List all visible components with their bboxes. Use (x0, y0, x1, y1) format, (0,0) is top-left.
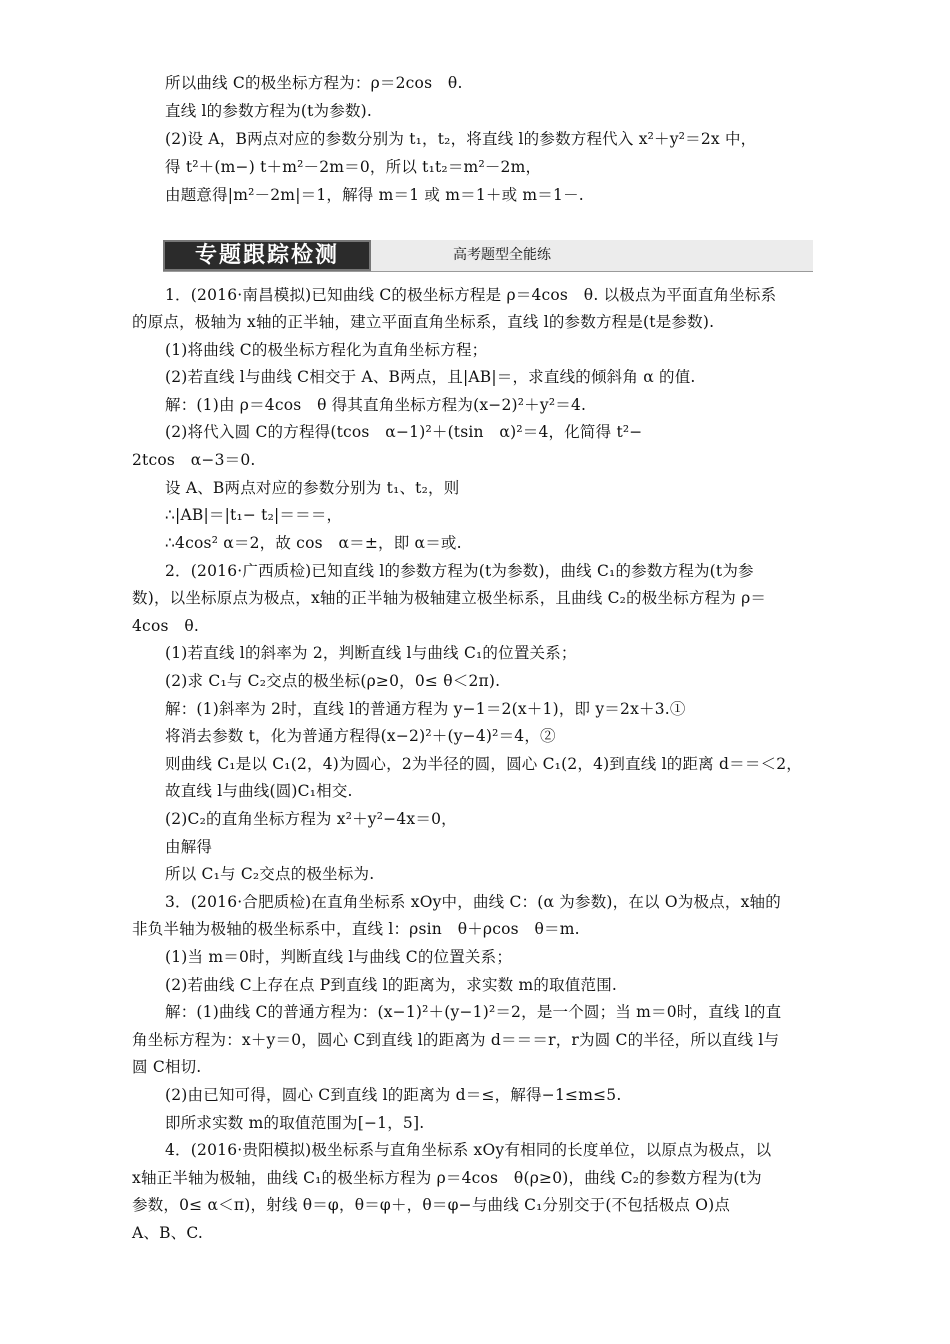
text-line: x轴正半轴为极轴，曲线 C₁的极坐标方程为 ρ＝4cos θ(ρ≥0)，曲线 C₂的参数方程为(t为 (132, 1169, 762, 1187)
section-header (163, 240, 813, 272)
section-subtitle: 高考题型全能练 (453, 247, 551, 263)
text-line: 数)，以坐标原点为极点，x轴的正半轴为极轴建立极坐标系，且曲线 C₂的极坐标方程为 ρ＝ (132, 589, 767, 607)
text-line: 将消去参数 t，化为普通方程得(x−2)²＋(y−4)²＝4，② (165, 727, 556, 745)
text-line: 参数，0≤ α＜π)，射线 θ＝φ，θ＝φ＋，θ＝φ−与曲线 C₁分别交于(不包括极点 O)点 (132, 1196, 731, 1214)
text-line: 2tcos α−3＝0. (132, 451, 256, 469)
text-line: 2．(2016·广西质检)已知直线 l的参数方程为(t为参数)，曲线 C₁的参数方程为(t为参 (165, 562, 754, 580)
text-line: (2)C₂的直角坐标方程为 x²＋y²−4x＝0， (165, 810, 457, 828)
text-line: 的原点，极轴为 x轴的正半轴，建立平面直角坐标系，直线 l的参数方程是(t是参数). (132, 313, 715, 331)
text-line: (2)设 A，B两点对应的参数分别为 t₁，t₂，将直线 l的参数方程代入 x²＋y²＝2x 中， (165, 130, 757, 148)
text-line: A、B、C. (132, 1224, 204, 1242)
text-line: 得 t²＋(m−) t＋m²－2m＝0，所以 t₁t₂＝m²－2m， (165, 158, 542, 176)
text-line: ∴|AB|＝|t₁− t₂|＝＝＝， (165, 506, 343, 524)
text-line: 则曲线 C₁是以 C₁(2，4)为圆心，2为半径的圆，圆心 C₁(2，4)到直线 l的距离 d＝＝＜2， (165, 755, 802, 773)
text-line: (1)将曲线 C的极坐标方程化为直角坐标方程； (165, 341, 488, 359)
text-line: 解：(1)斜率为 2时，直线 l的普通方程为 y−1＝2(x＋1)，即 y＝2x＋3.① (165, 700, 686, 718)
text-line: 1．(2016·南昌模拟)已知曲线 C的极坐标方程是 ρ＝4cos θ. 以极点为平面直角坐标系 (165, 286, 777, 304)
text-line: 解：(1)曲线 C的普通方程为：(x−1)²＋(y−1)²＝2，是一个圆；当 m＝0时，直线 l的直 (165, 1003, 782, 1021)
text-line: 角坐标方程为：x＋y＝0，圆心 C到直线 l的距离为 d＝＝＝r，r为圆 C的半径，所以直线 l与 (132, 1031, 780, 1049)
text-line: (2)由已知可得，圆心 C到直线 l的距离为 d＝≤，解得−1≤m≤5. (165, 1086, 622, 1104)
text-line: 设 A、B两点对应的参数分别为 t₁、t₂，则 (165, 479, 460, 497)
text-line: 由题意得|m²－2m|＝1，解得 m＝1 或 m＝1＋或 m＝1－. (165, 186, 584, 204)
text-line: 3．(2016·合肥质检)在直角坐标系 xOy中，曲线 C：(α 为参数)，在以 O为极点，x轴的 (165, 893, 781, 911)
text-line: 非负半轴为极轴的极坐标系中，直线 l：ρsin θ＋ρcos θ＝m. (132, 920, 580, 938)
text-line: 圆 C相切. (132, 1058, 202, 1076)
text-line: 故直线 l与曲线(圆)C₁相交. (165, 782, 353, 800)
text-line: (2)将代入圆 C的方程得(tcos α−1)²＋(tsin α)²＝4，化简得 t²− (165, 423, 643, 441)
text-line: (1)当 m＝0时，判断直线 l与曲线 C的位置关系； (165, 948, 513, 966)
text-line: 4．(2016·贵阳模拟)极坐标系与直角坐标系 xOy有相同的长度单位，以原点为极点，以 (165, 1141, 772, 1159)
text-line: (2)若直线 l与曲线 C相交于 A、B两点，且|AB|＝，求直线的倾斜角 α 的值. (165, 368, 696, 386)
text-line: 解：(1)由 ρ＝4cos θ 得其直角坐标方程为(x−2)²＋y²＝4. (165, 396, 587, 414)
text-line: 所以曲线 C的极坐标方程为：ρ＝2cos θ. (165, 74, 463, 92)
text-line: 所以 C₁与 C₂交点的极坐标为. (165, 865, 375, 883)
text-line: 即所求实数 m的取值范围为[−1，5]. (165, 1114, 425, 1132)
text-line: (2)求 C₁与 C₂交点的极坐标(ρ≥0，0≤ θ＜2π). (165, 672, 501, 690)
text-line: 由解得 (165, 838, 213, 856)
text-line: (1)若直线 l的斜率为 2，判断直线 l与曲线 C₁的位置关系； (165, 644, 577, 662)
text-line: 4cos θ. (132, 617, 199, 635)
text-line: (2)若曲线 C上存在点 P到直线 l的距离为，求实数 m的取值范围. (165, 976, 618, 994)
text-line: 直线 l的参数方程为(t为参数). (165, 102, 373, 120)
text-line: ∴4cos² α＝2，故 cos α＝±，即 α＝或. (165, 534, 462, 552)
section-title: 专题跟踪检测 (163, 240, 371, 271)
